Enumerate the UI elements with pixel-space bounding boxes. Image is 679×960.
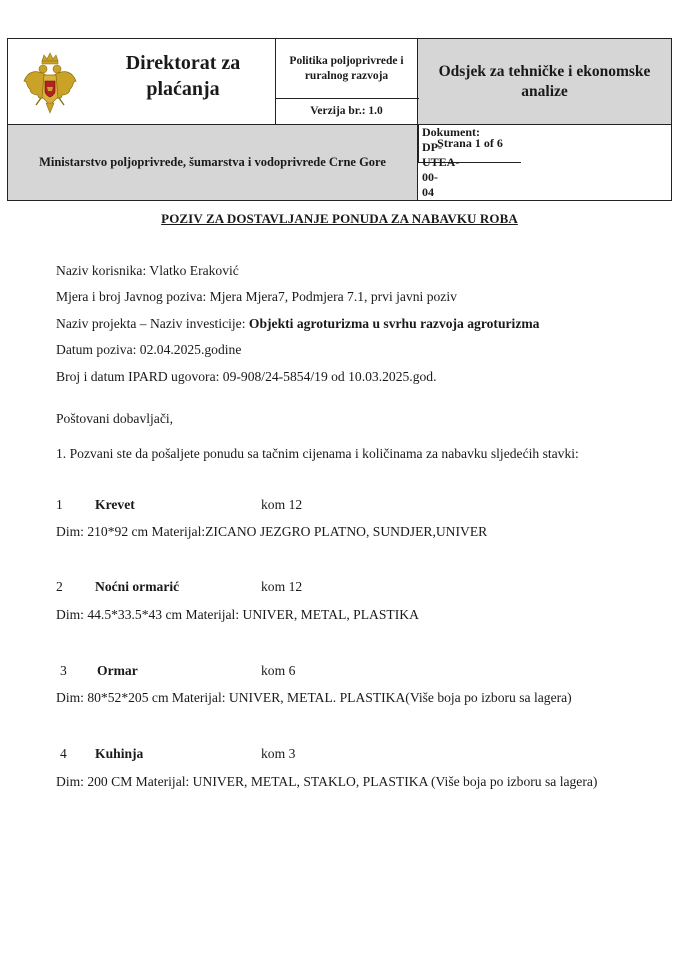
item-quantity: kom 12 <box>261 497 303 512</box>
policy-name: Politika poljoprivrede i ruralnog razvoja <box>276 39 418 99</box>
document-header <box>7 38 672 201</box>
intro-text: 1. Pozvani ste da pošaljete ponudu sa tačnim cijenama i količinama za nabavku sljedećih stavki: <box>56 446 579 461</box>
item-description: Dim: 200 CM Materijal: UNIVER, METAL, STAKLO, PLASTIKA (Više boja po izboru sa lagera) <box>56 774 598 789</box>
item-number: 3 <box>60 663 67 678</box>
coat-of-arms-icon <box>22 51 78 117</box>
project-name: Objekti agroturizma u svrhu razvoja agroturizma <box>248 316 540 331</box>
item-quantity: kom 6 <box>261 663 296 678</box>
ministry-name: Ministarstvo poljoprivrede, šumarstva i vodoprivrede Crne Gore <box>8 125 418 201</box>
agency-title: Direktorat za plaćanja <box>125 52 241 100</box>
item-name: Krevet <box>95 497 135 512</box>
item-number: 2 <box>56 579 63 594</box>
item-name: Kuhinja <box>95 746 144 761</box>
item-description: Dim: 44.5*33.5*43 cm Materijal: UNIVER, METAL, PLASTIKA <box>56 607 419 622</box>
item-description: Dim: 80*52*205 cm Materijal: UNIVER, METAL. PLASTIKA(Više boja po izboru sa lagera) <box>56 690 572 705</box>
page-number: Strana 1 of 6 <box>418 125 521 163</box>
document-title: POZIV ZA DOSTAVLJANJE PONUDA ZA NABAVKU ROBA <box>161 211 518 226</box>
item-name: Ormar <box>97 663 138 678</box>
contract-info: Broj i datum IPARD ugovora: 09-908/24-5854/19 od 10.03.2025.god. <box>56 369 437 384</box>
project-line <box>56 316 539 332</box>
project-label: Naziv projekta – Naziv investicije: <box>56 316 249 331</box>
user-name: Naziv korisnika: Vlatko Eraković <box>56 263 239 278</box>
item-description: Dim: 210*92 cm Materijal:ZICANO JEZGRO PLATNO, SUNDJER,UNIVER <box>56 524 488 539</box>
greeting: Poštovani dobavljači, <box>56 411 174 426</box>
item-number: 1 <box>56 497 63 512</box>
call-date: Datum poziva: 02.04.2025.godine <box>56 342 242 357</box>
call-measure: Mjera i broj Javnog poziva: Mjera Mjera7, Podmjera 7.1, prvi javni poziv <box>56 289 457 304</box>
item-quantity: kom 3 <box>261 746 296 761</box>
agency-cell <box>8 39 276 125</box>
department-name: Odsjek za tehničke i ekonomske analize <box>418 39 672 125</box>
version-number: Verzija br.: 1.0 <box>276 99 418 125</box>
item-number: 4 <box>60 746 67 761</box>
item-name: Noćni ormarić <box>95 579 180 594</box>
item-quantity: kom 12 <box>261 579 303 594</box>
